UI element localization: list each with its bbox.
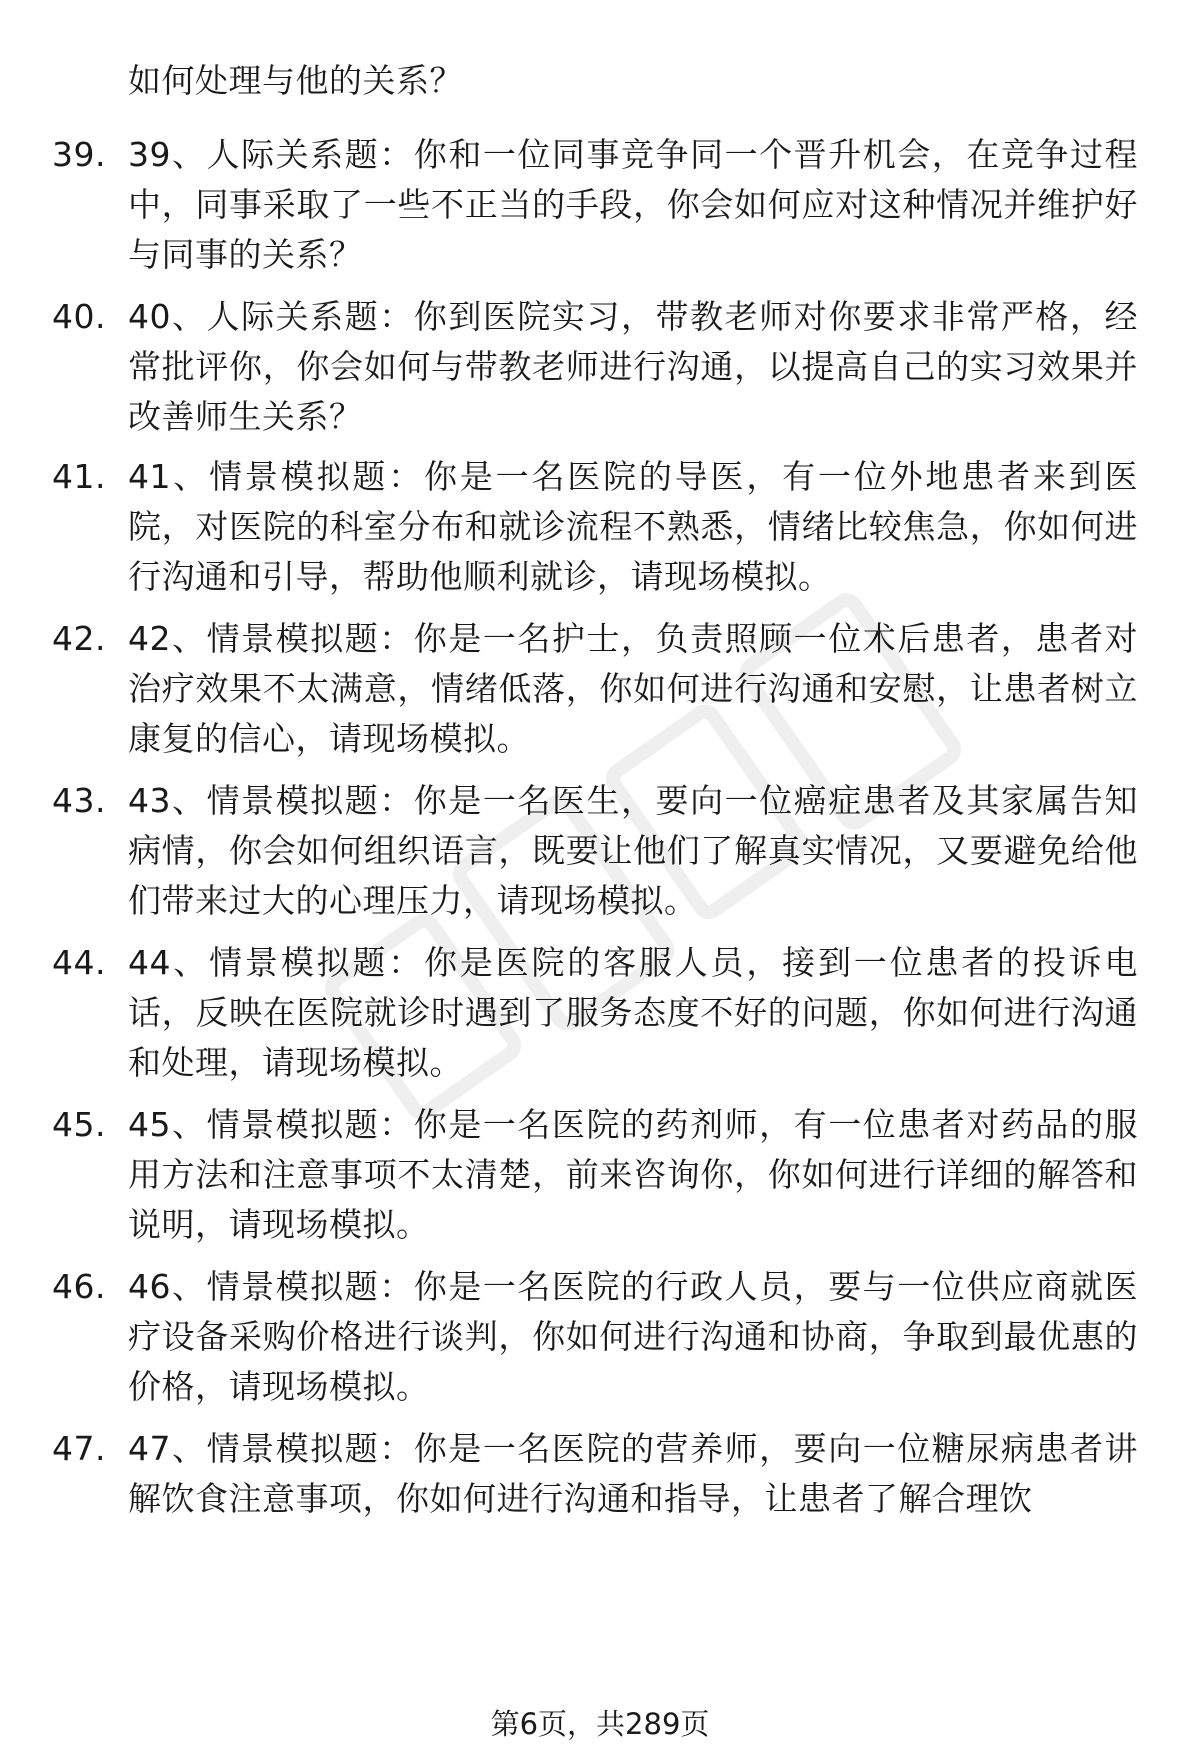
list-item bbox=[52, 130, 1142, 280]
item-number: 41. bbox=[52, 457, 106, 496]
item-text: 42、情景模拟题：你是一名护士，负责照顾一位术后患者，患者对治疗效果不太满意，情绪低落，你如何进行沟通和安慰，让患者树立康复的信心，请现场模拟。 bbox=[128, 619, 1138, 758]
item-text: 39、人际关系题：你和一位同事竞争同一个晋升机会，在竞争过程中，同事采取了一些不正当的手段，你会如何应对这种情况并维护好与同事的关系？ bbox=[128, 135, 1138, 274]
list-item bbox=[52, 938, 1142, 1088]
item-number: 45. bbox=[52, 1105, 106, 1144]
item-text: 47、情景模拟题：你是一名医院的营养师，要向一位糖尿病患者讲解饮食注意事项，你如何进行沟通和指导，让患者了解合理饮 bbox=[128, 1429, 1138, 1518]
page-footer: 第6页，共289页 bbox=[490, 1707, 710, 1741]
item-text: 45、情景模拟题：你是一名医院的药剂师，有一位患者对药品的服用方法和注意事项不太清楚，前来咨询你，你如何进行详细的解答和说明，请现场模拟。 bbox=[128, 1105, 1138, 1244]
continuation-text: 如何处理与他的关系？ bbox=[128, 61, 463, 100]
list-item bbox=[52, 1262, 1142, 1412]
item-number: 43. bbox=[52, 781, 106, 820]
list-item bbox=[52, 776, 1142, 926]
item-number: 47. bbox=[52, 1429, 106, 1468]
item-text: 41、情景模拟题：你是一名医院的导医，有一位外地患者来到医院，对医院的科室分布和就诊流程不熟悉，情绪比较焦急，你如何进行沟通和引导，帮助他顺利就诊，请现场模拟。 bbox=[128, 457, 1138, 596]
item-number: 39. bbox=[52, 135, 106, 174]
item-text: 44、情景模拟题：你是医院的客服人员，接到一位患者的投诉电话，反映在医院就诊时遇到了服务态度不好的问题，你如何进行沟通和处理，请现场模拟。 bbox=[128, 943, 1138, 1082]
item-number: 40. bbox=[52, 297, 106, 336]
item-number: 46. bbox=[52, 1267, 106, 1306]
item-text: 46、情景模拟题：你是一名医院的行政人员，要与一位供应商就医疗设备采购价格进行谈判，你如何进行沟通和协商，争取到最优惠的价格，请现场模拟。 bbox=[128, 1267, 1138, 1406]
list-item bbox=[52, 614, 1142, 764]
list-item bbox=[52, 292, 1142, 442]
item-number: 42. bbox=[52, 619, 106, 658]
list-item bbox=[52, 1100, 1142, 1250]
item-text: 43、情景模拟题：你是一名医生，要向一位癌症患者及其家属告知病情，你会如何组织语言，既要让他们了解真实情况，又要避免给他们带来过大的心理压力，请现场模拟。 bbox=[128, 781, 1138, 920]
item-text: 40、人际关系题：你到医院实习，带教老师对你要求非常严格，经常批评你，你会如何与带教老师进行沟通，以提高自己的实习效果并改善师生关系？ bbox=[128, 297, 1138, 436]
item-number: 44. bbox=[52, 943, 106, 982]
list-item bbox=[52, 1424, 1142, 1524]
list-item bbox=[52, 452, 1142, 602]
